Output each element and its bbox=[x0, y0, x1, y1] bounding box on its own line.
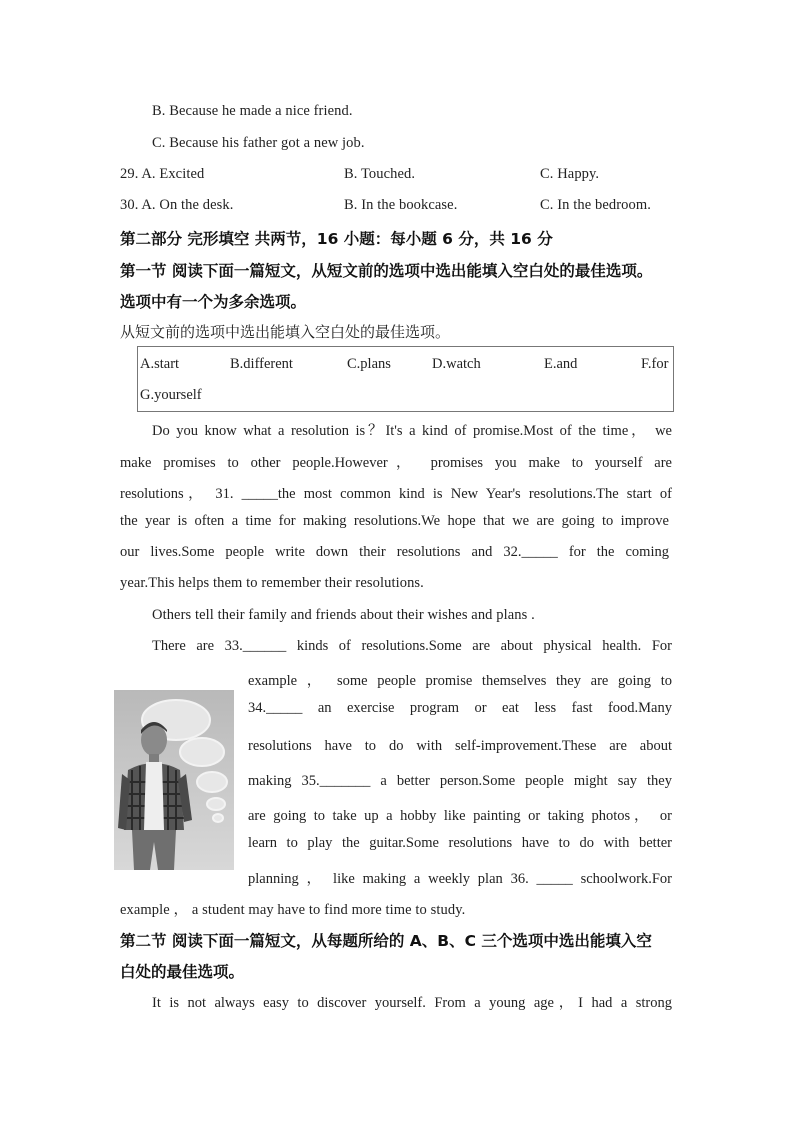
q28-option-c: C. Because his father got a new job. bbox=[152, 135, 365, 151]
passage-line-3: resolutions， 31. _____the most common kind is New Year's resolutions.The start of bbox=[120, 486, 672, 502]
passage-line-13: are going to take up a hobby like painting or taking photos， or bbox=[248, 808, 672, 824]
section2-heading-line2: 白处的最佳选项。 bbox=[120, 963, 245, 981]
q29-option-a: 29. A. Excited bbox=[120, 166, 205, 182]
section2-first-line: It is not always easy to discover yourself. From a young age，I had a strong bbox=[152, 995, 672, 1011]
passage-line-2: make promises to other people.However， promises you make to yourself are bbox=[120, 455, 672, 471]
part2-heading: 第二部分 完形填空 共两节，16 小题：每小题 6 分，共 16 分 bbox=[120, 230, 553, 248]
passage-line-12: making 35._______ a better person.Some people might say they bbox=[248, 773, 672, 789]
passage-line-9: example ， some people promise themselves they are going to bbox=[248, 673, 672, 689]
option-e: E.and bbox=[544, 356, 578, 372]
option-a: A.start bbox=[140, 356, 180, 372]
passage-line-15: planning ， like making a weekly plan 36. _____ schoolwork.For bbox=[248, 871, 672, 887]
q30-option-c: C. In the bedroom. bbox=[540, 197, 651, 213]
q29-option-b: B. Touched. bbox=[344, 166, 416, 182]
section1-heading-line2: 选项中有一个为多余选项。 bbox=[120, 293, 307, 311]
passage-line-11: resolutions have to do with self-improvement.These are about bbox=[248, 738, 672, 754]
student-photo bbox=[114, 690, 234, 870]
section1-heading-line1: 第一节 阅读下面一篇短文，从短文前的选项中选出能填入空白处的最佳选项。 bbox=[120, 262, 653, 280]
passage-line-6: year.This helps them to remember their resolutions. bbox=[120, 575, 424, 591]
option-g: G.yourself bbox=[140, 387, 202, 403]
passage-line-14: learn to play the guitar.Some resolutions have to do with better bbox=[248, 835, 672, 851]
q29-option-c: C. Happy. bbox=[540, 166, 600, 182]
passage-line-4: the year is often a time for making resolutions.We hope that we are going to improve bbox=[120, 513, 669, 529]
passage-line-10: 34._____ an exercise program or eat less fast food.Many bbox=[248, 700, 672, 716]
q30-option-a: 30. A. On the desk. bbox=[120, 197, 234, 213]
passage-line-7: Others tell their family and friends about their wishes and plans . bbox=[152, 607, 535, 623]
passage-line-16: example ， a student may have to find more time to study. bbox=[120, 902, 466, 918]
student-illustration bbox=[114, 690, 234, 870]
option-b: B.different bbox=[230, 356, 293, 372]
passage-line-5: our lives.Some people write down their resolutions and 32._____ for the coming bbox=[120, 544, 669, 560]
q28-option-b: B. Because he made a nice friend. bbox=[152, 103, 353, 119]
passage-line-1: Do you know what a resolution is？It's a kind of promise.Most of the time， we bbox=[152, 423, 672, 439]
section2-heading-line1: 第二节 阅读下面一篇短文，从每题所给的 A、B、C 三个选项中选出能填入空 bbox=[120, 932, 652, 950]
section1-instruction: 从短文前的选项中选出能填入空白处的最佳选项。 bbox=[120, 323, 451, 341]
option-f: F.for bbox=[641, 356, 669, 372]
passage-line-8: There are 33.______ kinds of resolutions.Some are about physical health. For bbox=[152, 638, 672, 654]
options-box bbox=[137, 346, 674, 412]
option-c: C.plans bbox=[347, 356, 391, 372]
option-d: D.watch bbox=[432, 356, 481, 372]
q30-option-b: B. In the bookcase. bbox=[344, 197, 458, 213]
